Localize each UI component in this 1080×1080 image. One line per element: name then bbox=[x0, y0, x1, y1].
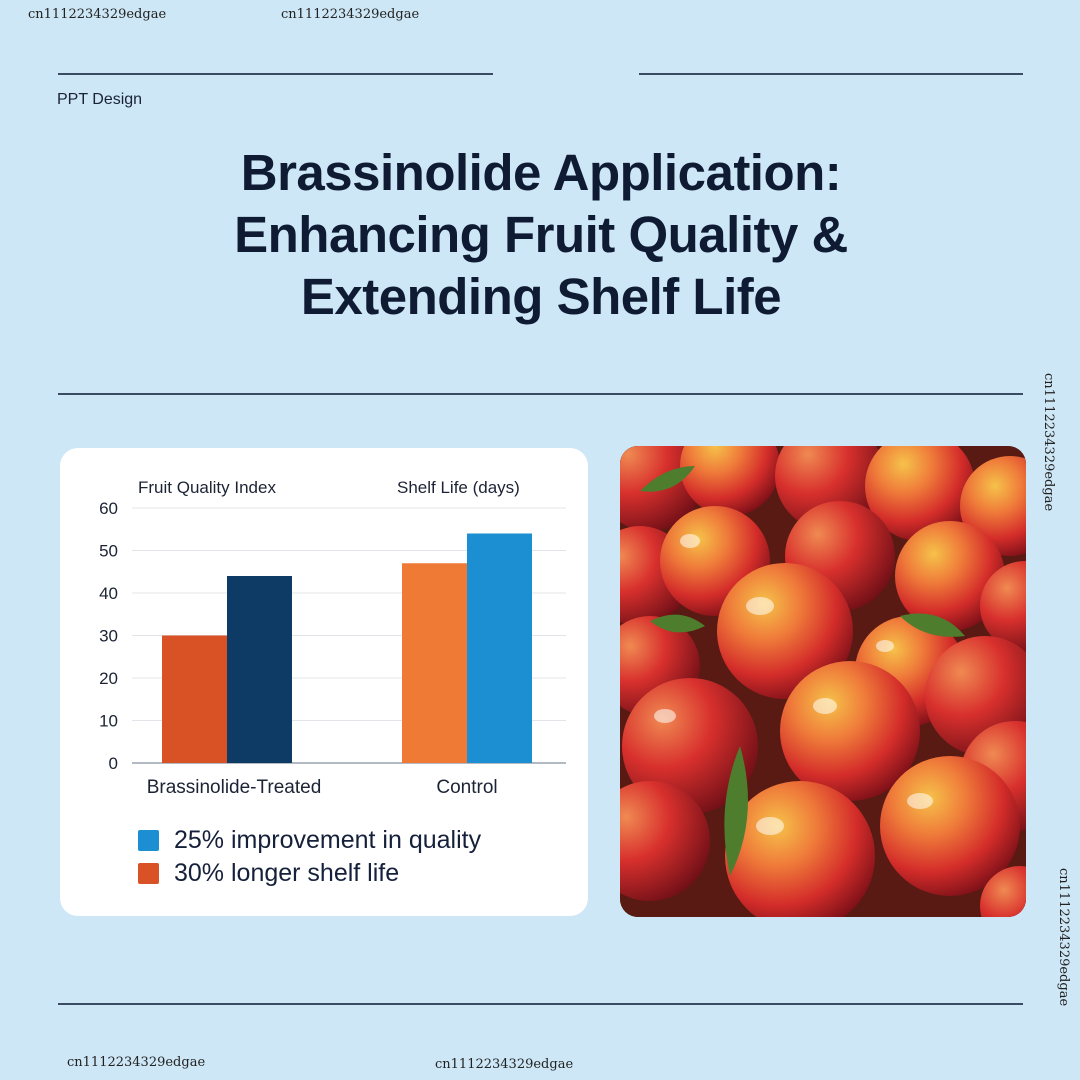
legend-label: 25% improvement in quality bbox=[174, 826, 482, 854]
bar bbox=[467, 534, 532, 764]
page-title bbox=[60, 142, 1022, 328]
title-line: Brassinolide Application: bbox=[240, 144, 842, 201]
y-tick-label: 60 bbox=[99, 499, 118, 518]
chart-card bbox=[60, 448, 588, 916]
watermark-text: cn1112234329edgae bbox=[281, 7, 420, 22]
plum-group bbox=[620, 446, 1026, 917]
watermark-text: cn1112234329edgae bbox=[435, 1057, 574, 1072]
title-line: Extending Shelf Life bbox=[300, 268, 782, 325]
y-tick-label: 30 bbox=[99, 626, 118, 646]
watermark-text: cn1112234329edgae bbox=[1041, 373, 1056, 512]
watermark-text: cn1112234329edgae bbox=[1056, 868, 1071, 1007]
bar bbox=[227, 576, 292, 763]
bottom-rule bbox=[58, 1003, 1023, 1005]
legend-label: 30% longer shelf life bbox=[174, 859, 400, 887]
bar bbox=[162, 636, 227, 764]
legend-item bbox=[138, 859, 399, 888]
y-tick-label: 40 bbox=[99, 584, 118, 603]
watermark-text: cn1112234329edgae bbox=[28, 7, 167, 22]
plums-photo bbox=[620, 446, 1026, 917]
legend-swatch bbox=[138, 863, 159, 884]
series-label: Fruit Quality Index bbox=[138, 478, 276, 497]
x-category-label: Control bbox=[436, 777, 498, 798]
y-tick-label: 50 bbox=[99, 541, 118, 561]
series-label: Shelf Life (days) bbox=[397, 478, 520, 497]
y-tick-label: 20 bbox=[99, 669, 118, 688]
top-rule-right bbox=[639, 73, 1023, 75]
section-label: PPT Design bbox=[57, 91, 143, 108]
legend-swatch bbox=[138, 830, 159, 851]
x-category-label: Brassinolide-Treated bbox=[146, 777, 322, 798]
watermark-text: cn1112234329edgae bbox=[67, 1055, 206, 1070]
bar bbox=[402, 563, 467, 763]
y-tick-label: 0 bbox=[108, 754, 118, 773]
y-tick-label: 10 bbox=[99, 711, 118, 731]
legend-item bbox=[138, 826, 481, 855]
title-line: Enhancing Fruit Quality & bbox=[234, 206, 848, 263]
title-rule bbox=[58, 393, 1023, 395]
plums-illustration bbox=[620, 446, 1026, 917]
top-rule-left bbox=[58, 73, 493, 75]
